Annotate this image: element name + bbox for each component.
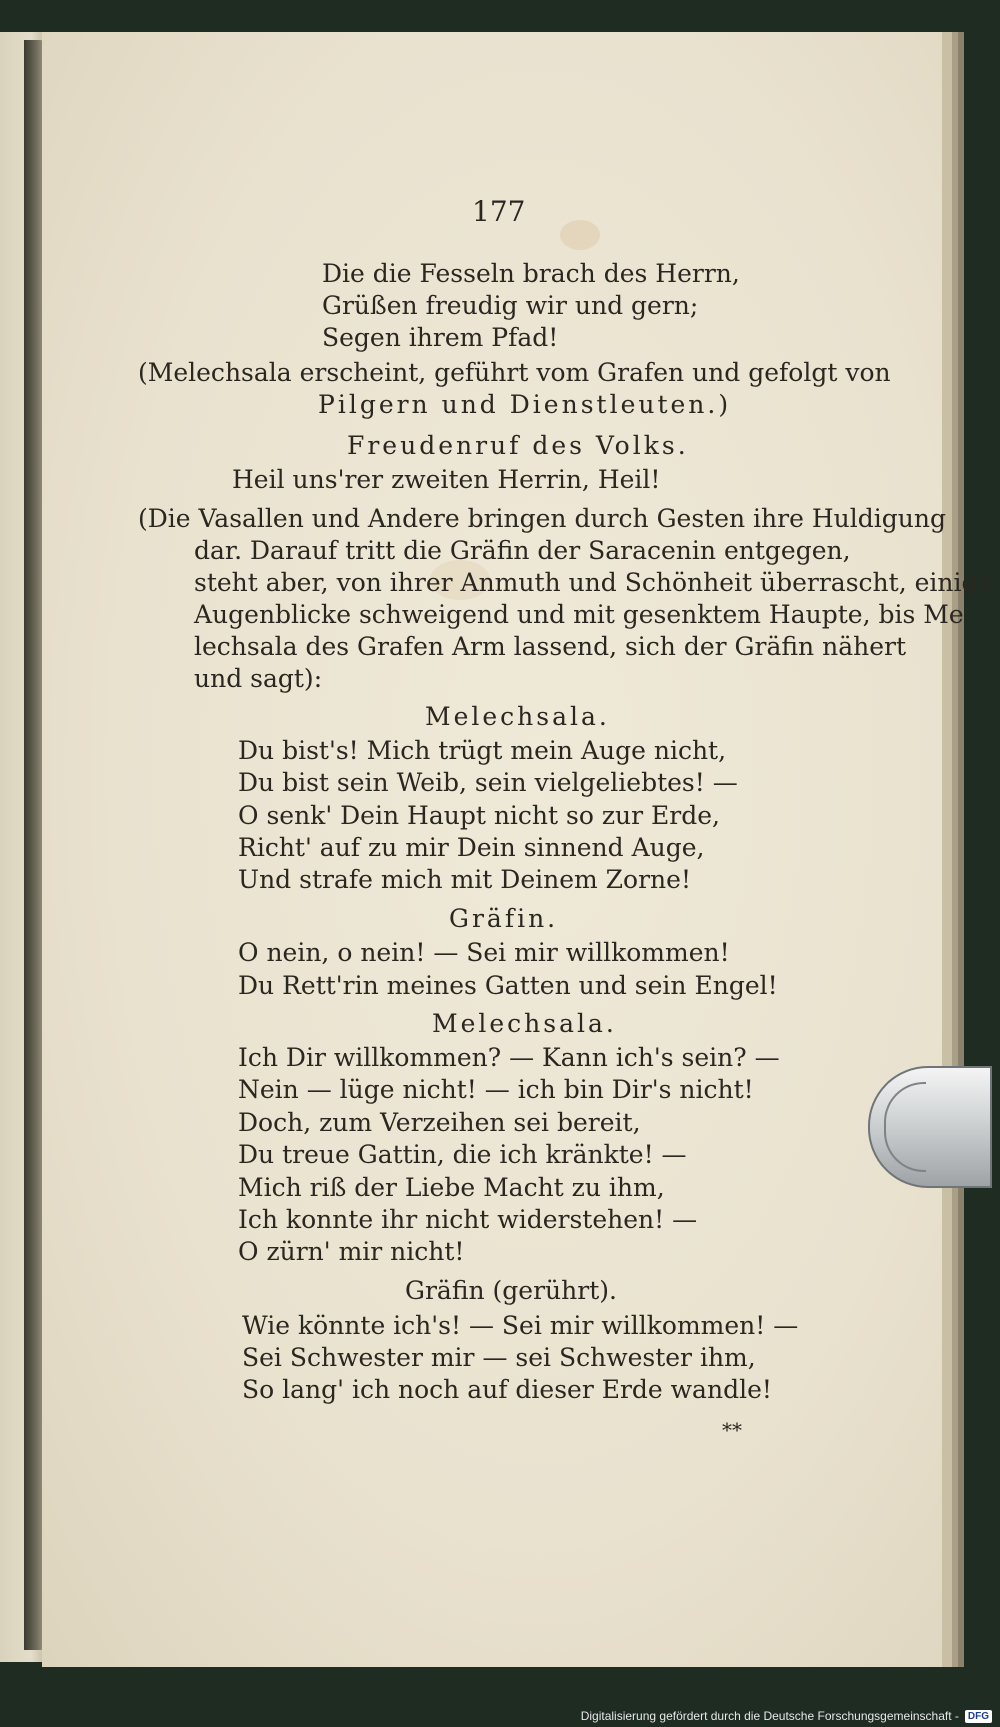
speaker-name: Melechsala. <box>425 702 610 731</box>
stage-direction-line: Augenblicke schweigend und mit gesenktem Haupte, bis Me- <box>194 600 973 629</box>
stage-direction-line: (Die Vasallen und Andere bringen durch Gesten ihre Huldigung <box>138 504 946 533</box>
stage-direction-line: lechsala des Grafen Arm lassend, sich der Gräfin nähert <box>194 632 906 661</box>
stage-direction-line: (Melechsala erscheint, geführt vom Grafen und gefolgt von <box>138 358 891 387</box>
signature-mark: ** <box>722 1418 742 1442</box>
speaker-name: Freudenruf des Volks. <box>347 431 689 460</box>
speaker-name: Gräfin. <box>449 904 559 933</box>
stage-direction-line: steht aber, von ihrer Anmuth und Schönheit überrascht, einige <box>194 568 993 597</box>
stage-direction-line: und sagt): <box>194 664 323 693</box>
verse-line: Ich konnte ihr nicht widerstehen! — <box>238 1205 698 1234</box>
verse-line: Ich Dir willkommen? — Kann ich's sein? — <box>238 1043 780 1072</box>
verse-line: O senk' Dein Haupt nicht so zur Erde, <box>238 801 720 830</box>
speaker-name: Melechsala. <box>432 1009 617 1038</box>
verse-line: Die die Fesseln brach des Herrn, <box>322 259 740 288</box>
verse-line: Richt' auf zu mir Dein sinnend Auge, <box>238 833 705 862</box>
verse-line: Segen ihrem Pfad! <box>322 323 559 352</box>
page-number: 177 <box>472 195 526 228</box>
verse-line: Heil uns'rer zweiten Herrin, Heil! <box>232 465 661 494</box>
credit-text: Digitalisierung gefördert durch die Deutsche Forschungsgemeinschaft - <box>580 1709 959 1723</box>
page-clip-tab <box>868 1066 992 1188</box>
verse-line: Du treue Gattin, die ich kränkte! — <box>238 1140 687 1169</box>
digitization-credit <box>581 1709 992 1723</box>
dfg-logo: DFG <box>965 1710 992 1723</box>
verse-line: O nein, o nein! — Sei mir willkommen! <box>238 938 730 967</box>
verse-line: Wie könnte ich's! — Sei mir willkommen! — <box>242 1311 799 1340</box>
verse-line: Du bist sein Weib, sein vielgeliebtes! — <box>238 768 738 797</box>
verse-line: Sei Schwester mir — sei Schwester ihm, <box>242 1343 756 1372</box>
verse-line: Doch, zum Verzeihen sei bereit, <box>238 1108 641 1137</box>
verse-line: Du bist's! Mich trügt mein Auge nicht, <box>238 736 727 765</box>
verse-line: Und strafe mich mit Deinem Zorne! <box>238 865 691 894</box>
verse-line: Du Rett'rin meines Gatten und sein Engel! <box>238 971 778 1000</box>
verse-line: So lang' ich noch auf dieser Erde wandle! <box>242 1375 772 1404</box>
verse-line: Nein — lüge nicht! — ich bin Dir's nicht! <box>238 1075 754 1104</box>
verse-line: Grüßen freudig wir und gern; <box>322 291 699 320</box>
verse-line: Mich riß der Liebe Macht zu ihm, <box>238 1173 665 1202</box>
stage-direction-line: dar. Darauf tritt die Gräfin der Saracenin entgegen, <box>194 536 851 565</box>
speaker-name: Gräfin (gerührt). <box>405 1276 617 1305</box>
stage-direction-line: Pilgern und Dienstleuten.) <box>318 390 732 419</box>
verse-line: O zürn' mir nicht! <box>238 1237 465 1266</box>
paper-stain <box>560 220 600 250</box>
